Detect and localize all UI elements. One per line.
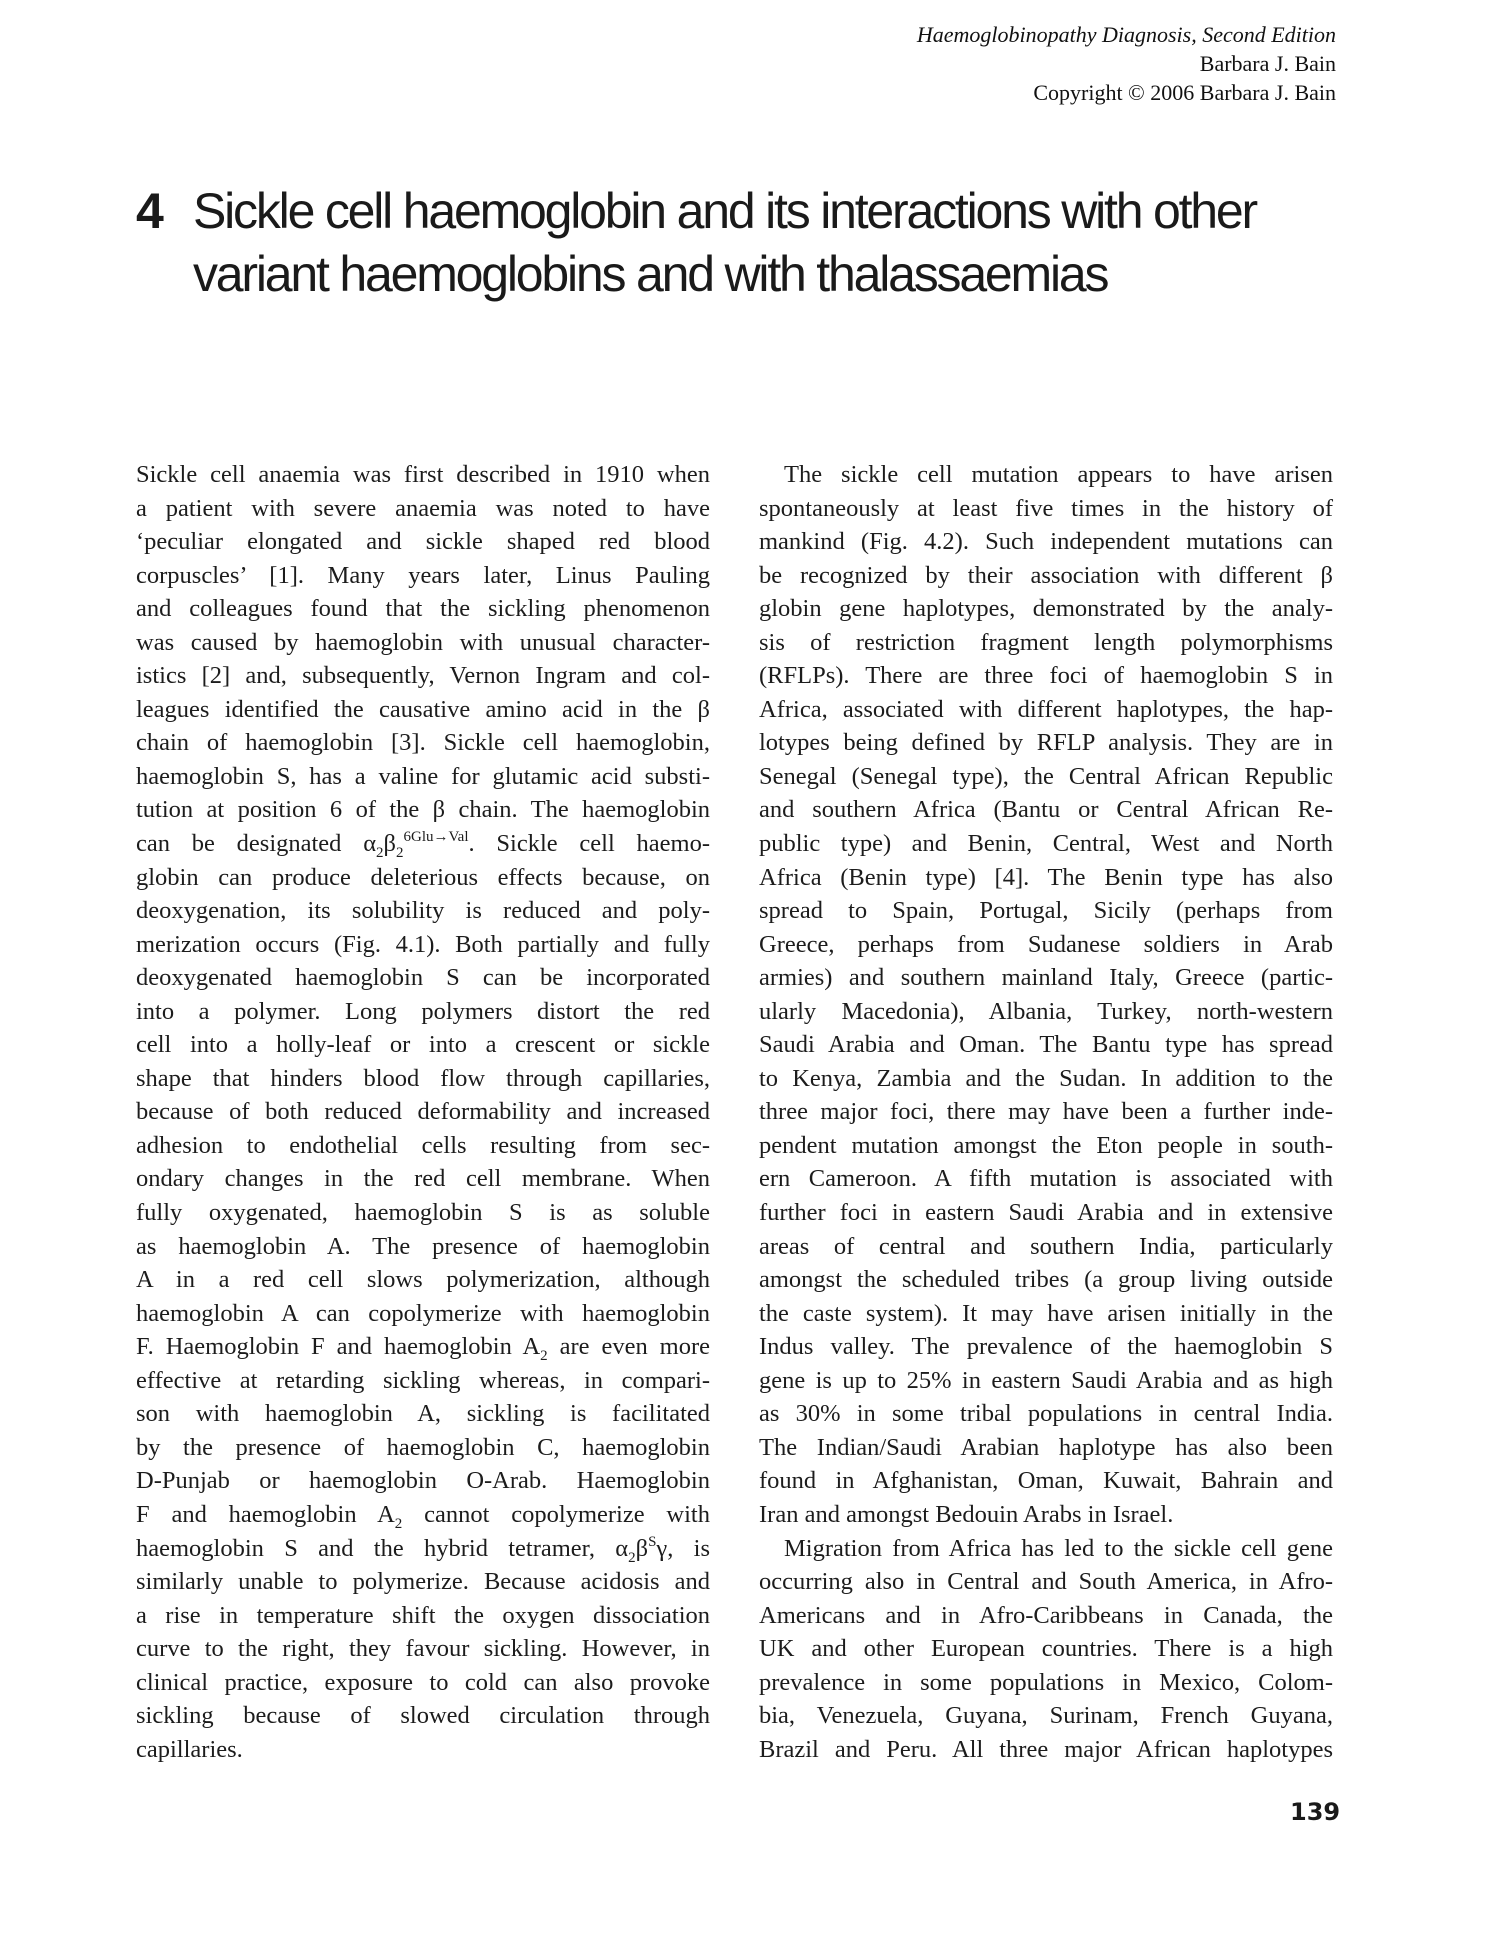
text-run: further foci in eastern Saudi Arabia and in extensive — [759, 1199, 1333, 1227]
text-run: clinical practice, exposure to cold can also provoke — [136, 1668, 710, 1696]
text-line — [136, 1632, 710, 1666]
superscript: 6Glu→Val — [403, 829, 469, 846]
text-run: gene is up to 25% in eastern Saudi Arabia and as high — [759, 1366, 1333, 1394]
text-run: The Indian/Saudi Arabian haplotype has also been — [759, 1433, 1333, 1461]
text-line — [136, 1230, 710, 1264]
text-run: mankind (Fig. 4.2). Such independent mutations can — [759, 528, 1333, 556]
text-line — [759, 1129, 1333, 1163]
text-run: are even more — [547, 1333, 710, 1361]
text-line — [136, 1565, 710, 1599]
text-line — [136, 827, 710, 861]
text-line — [136, 1666, 710, 1700]
text-line — [136, 1095, 710, 1129]
text-line — [136, 928, 710, 962]
text-line — [759, 1464, 1333, 1498]
text-run: A in a red cell slows polymerization, although — [136, 1266, 710, 1294]
text-line — [136, 1162, 710, 1196]
text-line — [136, 1699, 710, 1733]
text-run: armies) and southern mainland Italy, Greece (partic- — [759, 964, 1333, 992]
text-line — [136, 1733, 710, 1767]
text-run: Iran and amongst Bedouin Arabs in Israel. — [759, 1500, 1174, 1528]
text-line — [136, 760, 710, 794]
text-run: F and haemoglobin A — [136, 1500, 395, 1528]
text-line — [759, 894, 1333, 928]
text-run: lotypes being defined by RFLP analysis. They are in — [759, 729, 1333, 757]
text-line — [759, 1196, 1333, 1230]
text-run: Africa (Benin type) [4]. The Benin type has also — [759, 863, 1333, 891]
text-run: corpuscles’ [1]. Many years later, Linus Pauling — [136, 561, 710, 589]
chapter-title-line-2: variant haemoglobins and with thalassaemias — [193, 245, 1108, 302]
text-line — [136, 1464, 710, 1498]
text-line — [136, 659, 710, 693]
text-line — [759, 1028, 1333, 1062]
text-line — [759, 559, 1333, 593]
text-line — [136, 793, 710, 827]
text-run: chain of haemoglobin [3]. Sickle cell haemoglobin, — [136, 729, 710, 757]
text-run: adhesion to endothelial cells resulting from sec- — [136, 1131, 710, 1159]
text-line — [759, 1095, 1333, 1129]
text-run: merization occurs (Fig. 4.1). Both partially and fully — [136, 930, 710, 958]
text-run: cannot copolymerize with — [402, 1500, 710, 1528]
text-line — [759, 1263, 1333, 1297]
text-run: . Sickle cell haemo- — [468, 830, 710, 858]
text-run: haemoglobin S, has a valine for glutamic acid substi- — [136, 762, 710, 790]
text-run: deoxygenation, its solubility is reduced and poly- — [136, 897, 710, 925]
text-line — [136, 961, 710, 995]
body-column-left — [136, 458, 710, 1766]
text-line — [759, 1733, 1333, 1767]
text-run: occurring also in Central and South America, in Afro- — [759, 1568, 1333, 1596]
text-line — [136, 492, 710, 526]
text-line — [136, 1263, 710, 1297]
text-run: Sickle cell anaemia was first described in 1910 when — [136, 461, 710, 488]
text-run: F. Haemoglobin F and haemoglobin A — [136, 1333, 541, 1361]
text-line — [136, 1364, 710, 1398]
text-line — [759, 928, 1333, 962]
text-run: haemoglobin A can copolymerize with haemoglobin — [136, 1299, 710, 1327]
text-run: fully oxygenated, haemoglobin S is as soluble — [136, 1199, 710, 1227]
text-run: spontaneously at least five times in the history of — [759, 494, 1333, 522]
text-run: spread to Spain, Portugal, Sicily (perhaps from — [759, 897, 1333, 925]
text-run: similarly unable to polymerize. Because acidosis and — [136, 1568, 710, 1596]
text-run: sis of restriction fragment length polymorphisms — [759, 628, 1333, 656]
text-line — [136, 525, 710, 559]
text-line — [759, 1162, 1333, 1196]
text-line — [136, 861, 710, 895]
text-run: globin can produce deleterious effects because, on — [136, 863, 710, 891]
text-line — [136, 1397, 710, 1431]
running-head — [917, 20, 1336, 107]
text-line — [759, 1230, 1333, 1264]
text-line — [759, 1498, 1333, 1532]
text-run: ondary changes in the red cell membrane. When — [136, 1165, 710, 1193]
subscript: 2 — [540, 1348, 548, 1365]
text-run: son with haemoglobin A, sickling is facilitated — [136, 1400, 710, 1428]
text-run: public type) and Benin, Central, West and North — [759, 830, 1333, 858]
text-run: γ, is — [656, 1534, 710, 1562]
text-line — [759, 458, 1333, 492]
text-run: cell into a holly-leaf or into a crescent or sickle — [136, 1031, 710, 1059]
text-run: three major foci, there may have been a further inde- — [759, 1098, 1333, 1126]
text-line — [759, 760, 1333, 794]
text-line — [759, 1397, 1333, 1431]
text-run: the caste system). It may have arisen initially in the — [759, 1299, 1333, 1327]
text-run: The sickle cell mutation appears to have arisen — [784, 461, 1333, 488]
text-run: globin gene haplotypes, demonstrated by the analy- — [759, 595, 1333, 623]
text-line — [759, 995, 1333, 1029]
text-run: because of both reduced deformability and increased — [136, 1098, 710, 1126]
page-number: 139 — [1290, 1798, 1341, 1826]
text-line — [759, 726, 1333, 760]
text-run: as haemoglobin A. The presence of haemoglobin — [136, 1232, 710, 1260]
chapter-title-text — [193, 180, 1373, 306]
text-run: to Kenya, Zambia and the Sudan. In addition to the — [759, 1064, 1333, 1092]
text-run: was caused by haemoglobin with unusual character- — [136, 628, 710, 656]
text-run: Greece, perhaps from Sudanese soldiers in Arab — [759, 930, 1333, 958]
text-run: Senegal (Senegal type), the Central African Republic — [759, 762, 1333, 790]
text-run: D-Punjab or haemoglobin O-Arab. Haemoglobin — [136, 1467, 710, 1495]
text-line — [759, 1666, 1333, 1700]
text-line — [136, 592, 710, 626]
text-run: leagues identified the causative amino acid in the β — [136, 695, 710, 723]
text-line — [759, 1330, 1333, 1364]
body-column-right — [759, 458, 1333, 1766]
text-run: capillaries. — [136, 1735, 243, 1763]
text-line — [136, 726, 710, 760]
text-line — [759, 1431, 1333, 1465]
text-run: a rise in temperature shift the oxygen dissociation — [136, 1601, 710, 1629]
book-title: Haemoglobinopathy Diagnosis, Second Edition — [916, 22, 1336, 47]
text-line — [759, 659, 1333, 693]
text-run: and colleagues found that the sickling phenomenon — [136, 595, 710, 623]
text-run: ‘peculiar elongated and sickle shaped red blood — [136, 528, 710, 556]
text-run: by the presence of haemoglobin C, haemoglobin — [136, 1433, 710, 1461]
text-run: bia, Venezuela, Guyana, Surinam, French Guyana, — [759, 1702, 1333, 1730]
text-line — [759, 592, 1333, 626]
text-run: can be designated α — [136, 830, 377, 858]
text-run: haemoglobin S and the hybrid tetramer, α — [136, 1534, 629, 1562]
text-run: ern Cameroon. A fifth mutation is associated with — [759, 1165, 1333, 1193]
text-line — [136, 626, 710, 660]
text-run: effective at retarding sickling whereas, in compari- — [136, 1366, 710, 1394]
author-name: Barbara J. Bain — [1199, 51, 1336, 76]
text-run: amongst the scheduled tribes (a group living outside — [759, 1266, 1333, 1294]
text-run: UK and other European countries. There is a high — [759, 1635, 1333, 1663]
text-line — [136, 1431, 710, 1465]
text-run: Migration from Africa has led to the sickle cell gene — [784, 1534, 1333, 1562]
text-line — [136, 995, 710, 1029]
text-run: tution at position 6 of the β chain. The haemoglobin — [136, 796, 710, 824]
text-run: be recognized by their association with different β — [759, 561, 1333, 589]
text-run: β — [383, 830, 396, 858]
text-run: as 30% in some tribal populations in central India. — [759, 1400, 1333, 1428]
text-line — [136, 1532, 710, 1566]
text-line — [759, 1699, 1333, 1733]
copyright-line: Copyright © 2006 Barbara J. Bain — [1033, 80, 1336, 105]
superscript: S — [648, 1533, 657, 1550]
text-run: Africa, associated with different haplotypes, the hap- — [759, 695, 1333, 723]
text-line — [136, 1330, 710, 1364]
text-line — [759, 525, 1333, 559]
text-line — [136, 1599, 710, 1633]
text-run: Brazil and Peru. All three major African haplotypes — [759, 1735, 1333, 1763]
text-line — [759, 1632, 1333, 1666]
text-line — [759, 1364, 1333, 1398]
text-run: and southern Africa (Bantu or Central African Re- — [759, 796, 1333, 824]
text-line — [759, 1599, 1333, 1633]
text-run: Indus valley. The prevalence of the haemoglobin S — [759, 1333, 1333, 1361]
text-line — [759, 961, 1333, 995]
text-run: Americans and in Afro-Caribbeans in Canada, the — [759, 1601, 1333, 1629]
text-run: deoxygenated haemoglobin S can be incorporated — [136, 964, 710, 992]
text-line — [759, 827, 1333, 861]
text-line — [136, 1498, 710, 1532]
text-line — [136, 1062, 710, 1096]
text-run: found in Afghanistan, Oman, Kuwait, Bahrain and — [759, 1467, 1333, 1495]
text-line — [136, 1129, 710, 1163]
text-run: β — [635, 1534, 649, 1562]
text-run: a patient with severe anaemia was noted to have — [136, 494, 710, 522]
text-run: pendent mutation amongst the Eton people in south- — [759, 1131, 1333, 1159]
text-line — [136, 1028, 710, 1062]
text-line — [759, 1532, 1333, 1566]
text-run: curve to the right, they favour sickling. However, in — [136, 1635, 710, 1663]
text-run: prevalence in some populations in Mexico, Colom- — [759, 1668, 1333, 1696]
text-line — [759, 1297, 1333, 1331]
text-run: Saudi Arabia and Oman. The Bantu type has spread — [759, 1031, 1333, 1059]
text-run: sickling because of slowed circulation through — [136, 1702, 710, 1730]
subscript: 2 — [394, 1515, 403, 1532]
text-line — [759, 861, 1333, 895]
text-line — [759, 1565, 1333, 1599]
text-line — [136, 1297, 710, 1331]
text-line — [759, 693, 1333, 727]
text-line — [136, 1196, 710, 1230]
text-line — [136, 894, 710, 928]
text-run: (RFLPs). There are three foci of haemoglobin S in — [759, 662, 1333, 690]
text-line — [759, 1062, 1333, 1096]
text-line — [759, 626, 1333, 660]
chapter-number: 4 — [136, 182, 164, 239]
text-run: into a polymer. Long polymers distort the red — [136, 997, 710, 1025]
text-run: ularly Macedonia), Albania, Turkey, north-western — [759, 997, 1333, 1025]
text-line — [759, 492, 1333, 526]
subscript: 2 — [376, 845, 384, 862]
subscript: 2 — [628, 1549, 636, 1566]
text-line — [136, 693, 710, 727]
text-line — [136, 559, 710, 593]
text-run: shape that hinders blood flow through capillaries, — [136, 1064, 710, 1092]
text-run: istics [2] and, subsequently, Vernon Ingram and col- — [136, 662, 710, 690]
subscript: 2 — [396, 845, 404, 862]
text-line — [759, 793, 1333, 827]
chapter-title-line-1: Sickle cell haemoglobin and its interactions with other — [193, 182, 1256, 239]
text-run: areas of central and southern India, particularly — [759, 1232, 1333, 1260]
text-line — [136, 458, 710, 492]
